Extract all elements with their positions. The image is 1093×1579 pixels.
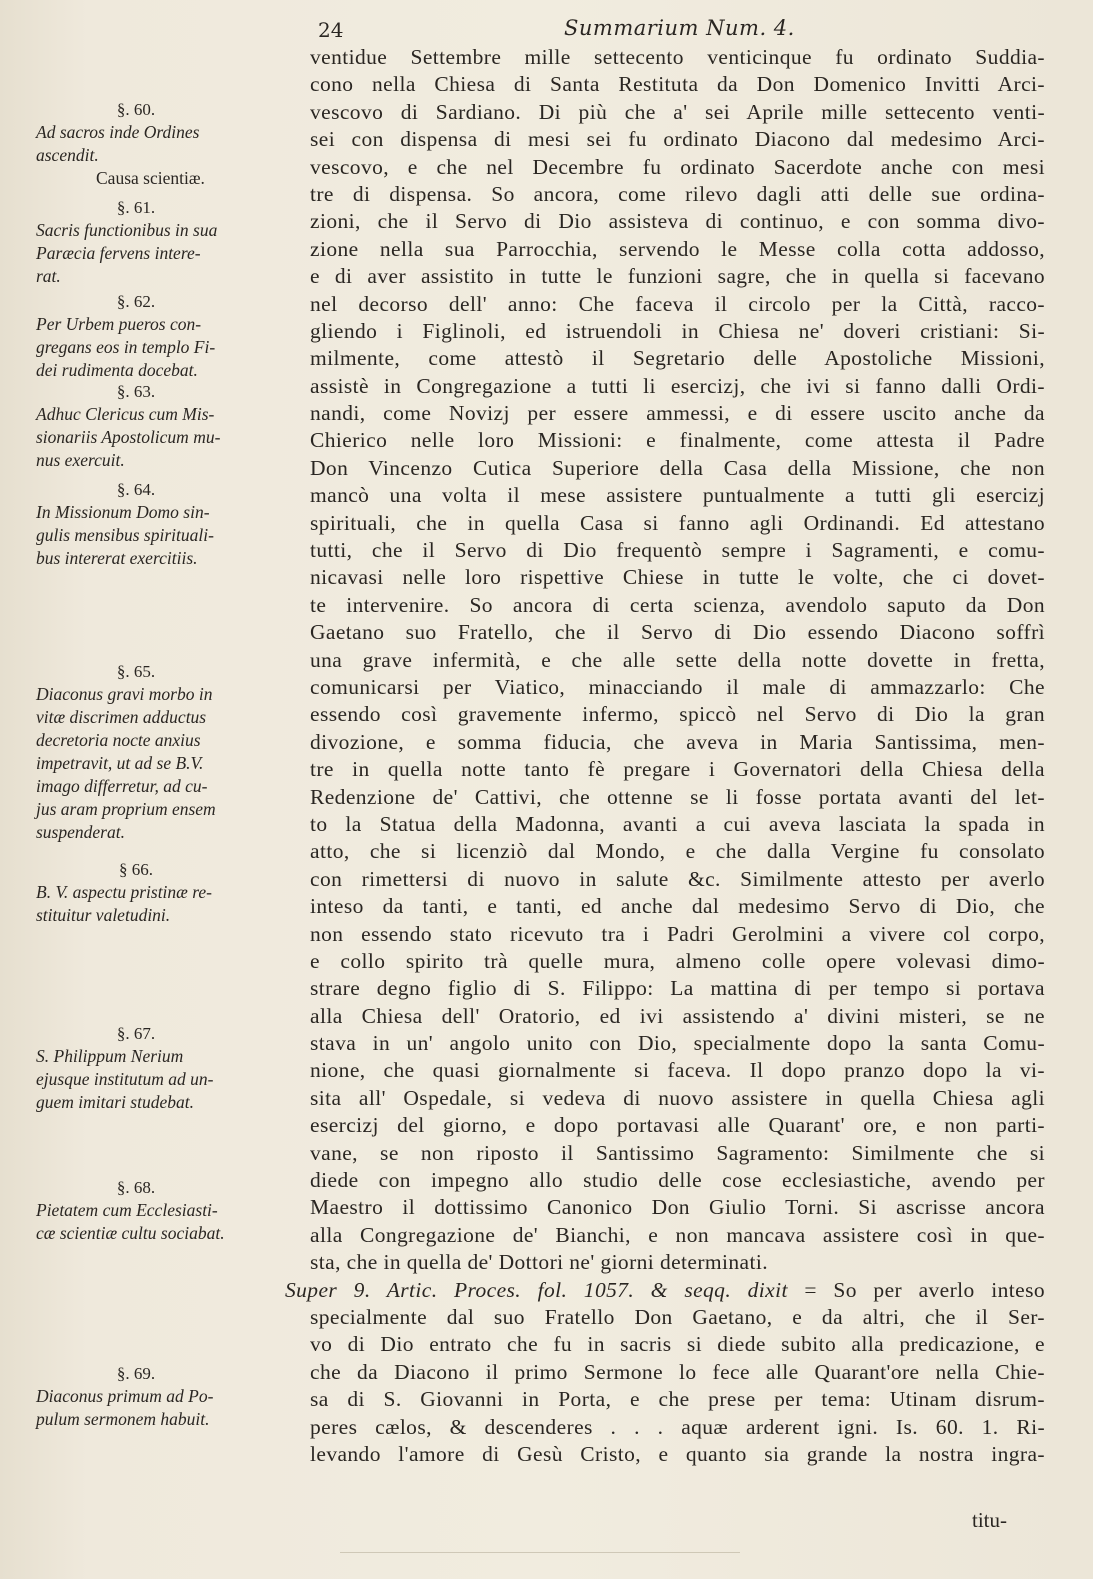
body-line: te intervenire. So ancora di certa scienza, avendolo saputo da Don xyxy=(310,592,1045,617)
note-line: stituitur valetudini. xyxy=(36,905,171,925)
deposition-citation: Super 9. Artic. Proces. fol. 1057. & seqq. dixit xyxy=(285,1277,788,1302)
body-line: essendo così gravemente infermo, spiccò nel Servo di Dio la gran xyxy=(310,702,1045,727)
catchword: titu- xyxy=(972,1508,1007,1532)
body-line: nel decorso dell' anno: Che faceva il circolo per la Città, racco- xyxy=(310,291,1045,316)
margin-note-66 xyxy=(36,858,286,927)
deposition-line: vo di Dio entrato che fu in sacris si diede subito alla predicazione, e xyxy=(310,1332,1045,1357)
body-line: nione, che quasi giornalmente si faceva. Il dopo pranzo dopo la vi- xyxy=(310,1058,1045,1083)
summary-title: Summarium Num. 4. xyxy=(564,16,795,40)
body-line: alla Congregazione de' Bianchi, e non mancava assistere così in que- xyxy=(310,1222,1045,1247)
note-line: gregans eos in templo Fi- xyxy=(36,337,216,357)
body-line: to la Statua della Madonna, avanti a cui aveva lasciata la spada in xyxy=(310,811,1045,836)
margin-note-60 xyxy=(36,98,286,190)
body-line: inteso da tanti, e tanti, ed anche dal medesimo Servo di Dio, che xyxy=(310,894,1045,919)
body-line: una grave infermità, e che alle sette della notte dovette in fretta, xyxy=(310,647,1045,672)
deposition-line: che da Diacono il primo Sermone lo fece alle Quarant'ore nella Chie- xyxy=(310,1359,1045,1384)
note-line: bus intererat exercitiis. xyxy=(36,548,198,568)
body-line: Chierico nelle loro Missioni: e finalmente, come attesta il Padre xyxy=(310,428,1045,453)
note-line: Ad sacros inde Ordines xyxy=(36,122,200,142)
note-line: suspenderat. xyxy=(36,822,125,842)
body-line: Don Vincenzo Cutica Superiore della Casa della Missione, che non xyxy=(310,455,1045,480)
note-line: B. V. aspectu pristinæ re- xyxy=(36,882,212,902)
note-line: rat. xyxy=(36,266,61,286)
margin-note-64 xyxy=(36,478,286,570)
note-line: nus exercuit. xyxy=(36,450,125,470)
body-line: cono nella Chiesa di Santa Restituta da Don Domenico Invitti Arci- xyxy=(310,72,1045,97)
note-line: impetravit, ut ad se B.V. xyxy=(36,753,204,773)
deposition-line: peres cælos, & descenderes . . . aquæ arderent igni. Is. 60. 1. Ri- xyxy=(310,1414,1045,1439)
body-line: nicavasi nelle loro rispettive Chiese in tutte le volte, che ci dovet- xyxy=(310,565,1045,590)
body-line: zioni, che il Servo di Dio assisteva di continuo, e con somma divo- xyxy=(310,209,1045,234)
body-line: vescovo di Sardiano. Di più che a' sei Aprile mille settecento venti- xyxy=(310,99,1045,124)
note-line: sionariis Apostolicum mu- xyxy=(36,427,221,447)
note-section-number: §. 60. xyxy=(116,100,156,119)
margin-note-67 xyxy=(36,1022,286,1114)
note-line: decretoria nocte anxius xyxy=(36,730,201,750)
body-line: con rimettersi di nuovo in salute &c. Similmente attesto per averlo xyxy=(310,866,1045,891)
note-section-number: §. 68. xyxy=(116,1178,156,1197)
body-line: non essendo stato ricevuto tra i Padri Gerolmini a vivere col corpo, xyxy=(310,921,1045,946)
body-line: comunicarsi per Viatico, minacciando il male di ammazzarlo: Che xyxy=(310,674,1045,699)
note-line: ejusque institutum ad un- xyxy=(36,1069,214,1089)
note-line: Diaconus primum ad Po- xyxy=(36,1386,214,1406)
body-line: Redenzione de' Cattivi, che ottenne se li fosse portata avanti del let- xyxy=(310,784,1045,809)
note-section-number: §. 69. xyxy=(116,1364,156,1383)
body-line: zione nella sua Parrocchia, servendo le Messe colla cotta addosso, xyxy=(310,236,1045,261)
note-line: cæ scientiæ cultu sociabat. xyxy=(36,1223,225,1243)
note-line: pulum sermonem habuit. xyxy=(36,1409,210,1429)
margin-notes xyxy=(36,0,286,1579)
footer-rule xyxy=(340,1552,740,1553)
margin-note-65 xyxy=(36,660,286,844)
body-line: vescovo, e che nel Decembre fu ordinato Sacerdote anche con mesi xyxy=(310,154,1045,179)
body-line: sta, che in quella de' Dottori ne' giorni determinati. xyxy=(310,1250,769,1275)
note-line: gulis mensibus spirituali- xyxy=(36,525,214,545)
note-line: ascendit. xyxy=(36,145,99,165)
deposition-line: sa di S. Giovanni in Porta, e che prese per tema: Utinam disrum- xyxy=(310,1387,1045,1412)
body-line: ventidue Settembre mille settecento venticinque fu ordinato Suddia- xyxy=(310,45,1045,69)
body-text xyxy=(285,44,1045,1468)
note-subheading: Causa scientiæ. xyxy=(96,168,205,188)
body-line: stava in un' angolo unito con Dio, specialmente dopo la santa Comu- xyxy=(310,1031,1045,1056)
body-line: tre di dispensa. So ancora, come rilevo dagli atti delle sue ordina- xyxy=(310,181,1045,206)
deposition-line: levando l'amore di Gesù Cristo, e quanto sia grande la nostra ingra- xyxy=(310,1441,1045,1466)
body-line: alla Chiesa dell' Oratorio, ed ivi assistendo a' divini misteri, se ne xyxy=(310,1003,1045,1028)
body-line: milmente, come attestò il Segretario delle Apostoliche Missioni, xyxy=(310,346,1045,371)
note-line: Adhuc Clericus cum Mis- xyxy=(36,404,215,424)
body-line: mancò una volta il mese assistere puntualmente a tutti gli esercizj xyxy=(310,483,1045,508)
body-line: e di aver assistito in tutte le funzioni sagre, che in quella si facevano xyxy=(310,264,1045,289)
margin-note-62 xyxy=(36,290,286,382)
body-line: sei con dispensa di mesi sei fu ordinato Diacono dal medesimo Arci- xyxy=(310,127,1045,152)
deposition-heading xyxy=(285,1277,1045,1304)
note-line: Paræcia fervens intere- xyxy=(36,243,201,263)
note-section-number: §. 65. xyxy=(116,662,156,681)
note-line: Per Urbem pueros con- xyxy=(36,314,202,334)
body-line: gliendo i Figlinoli, ed istruendoli in Chiesa ne' doveri cristiani: Si- xyxy=(310,318,1045,343)
note-section-number: § 66. xyxy=(119,860,153,879)
note-line: jus aram proprium ensem xyxy=(36,799,216,819)
page-number: 24 xyxy=(318,18,344,42)
body-line: spirituali, che in quella Casa si fanno agli Ordinandi. Ed attestano xyxy=(310,510,1045,535)
deposition-citation-tail: = So per averlo inteso xyxy=(804,1277,1045,1302)
note-line: S. Philippum Nerium xyxy=(36,1046,184,1066)
body-line: tutti, che il Servo di Dio frequentò sempre i Sagramenti, e comu- xyxy=(310,538,1045,563)
body-line: nandi, come Novizj per essere ammessi, e di essere uscito anche da xyxy=(310,401,1045,426)
margin-note-69 xyxy=(36,1362,286,1431)
margin-note-68 xyxy=(36,1176,286,1245)
body-line: strare degno figlio di S. Filippo: La mattina di per tempo si portava xyxy=(310,976,1045,1001)
note-section-number: §. 61. xyxy=(116,198,156,217)
note-section-number: §. 64. xyxy=(116,480,156,499)
body-line: diede con impegno allo studio delle cose ecclesiastiche, avendo per xyxy=(310,1168,1045,1193)
body-line: atto, che si licenziò dal Mondo, e che dalla Vergine fu consolato xyxy=(310,839,1045,864)
body-line: divozione, e somma fiducia, che aveva in Maria Santissima, men- xyxy=(310,729,1045,754)
deposition-line: specialmente dal suo Fratello Don Gaetano, e da altri, che il Ser- xyxy=(310,1304,1045,1329)
note-line: Sacris functionibus in sua xyxy=(36,220,218,240)
running-head xyxy=(318,12,798,42)
margin-note-63 xyxy=(36,380,286,472)
note-line: Diaconus gravi morbo in xyxy=(36,684,213,704)
note-line: imago differretur, ad cu- xyxy=(36,776,208,796)
note-line: vitæ discrimen adductus xyxy=(36,707,207,727)
body-line: Maestro il dottissimo Canonico Don Giulio Torni. Si ascrisse ancora xyxy=(310,1195,1045,1220)
note-line: dei rudimenta docebat. xyxy=(36,360,198,380)
note-section-number: §. 63. xyxy=(116,382,156,401)
body-line: Gaetano suo Fratello, che il Servo di Dio essendo Diacono soffrì xyxy=(310,620,1045,645)
note-section-number: §. 67. xyxy=(116,1024,156,1043)
note-section-number: §. 62. xyxy=(116,292,156,311)
margin-note-61 xyxy=(36,196,286,288)
body-line: vane, se non riposto il Santissimo Sagramento: Similmente che si xyxy=(310,1140,1045,1165)
body-line: sita all' Ospedale, si vedeva di nuovo assistere in quella Chiesa agli xyxy=(310,1085,1045,1110)
note-line: guem imitari studebat. xyxy=(36,1092,194,1112)
body-line: assistè in Congregazione a tutti li esercizj, che ivi si fanno dalli Ordi- xyxy=(310,373,1045,398)
body-line: e collo spirito trà quelle mura, almeno colle opere volevasi dimo- xyxy=(310,948,1045,973)
body-line: esercizj del giorno, e dopo portavasi alle Quarant' ore, e non parti- xyxy=(310,1113,1045,1138)
note-line: In Missionum Domo sin- xyxy=(36,502,210,522)
note-line: Pietatem cum Ecclesiasti- xyxy=(36,1200,218,1220)
body-line: tre in quella notte tanto fè pregare i Governatori della Chiesa della xyxy=(310,757,1045,782)
